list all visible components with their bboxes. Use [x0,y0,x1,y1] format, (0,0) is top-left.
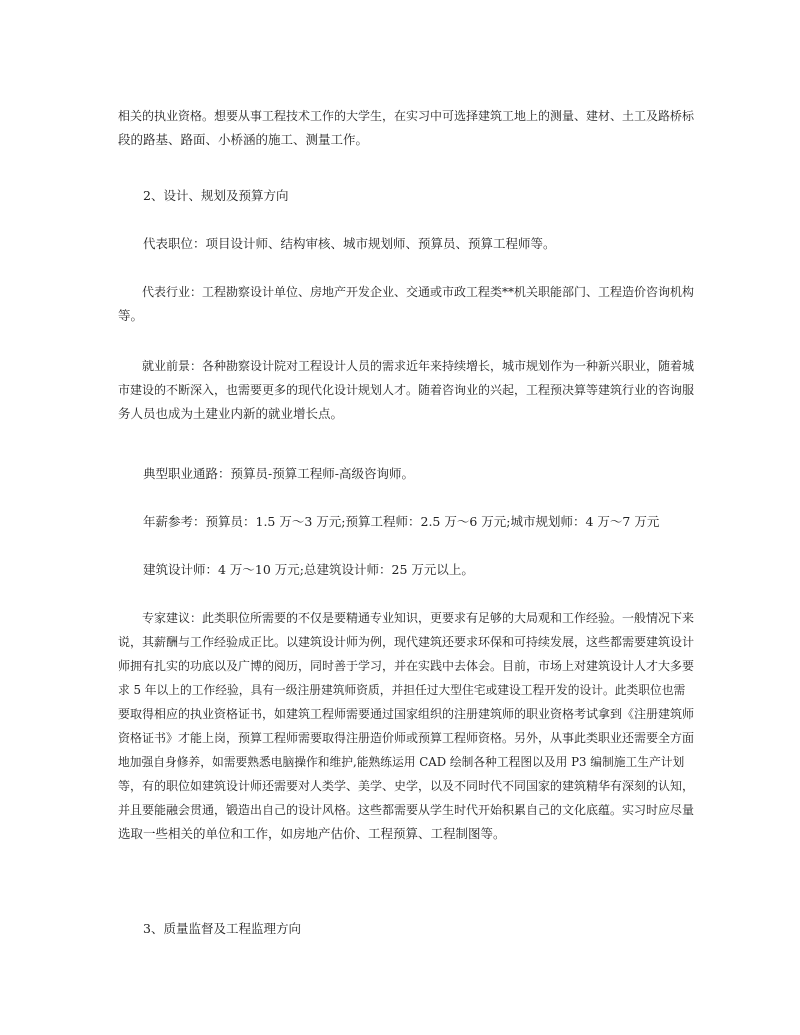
text-line: 求 5 年以上的工作经验，具有一级注册建筑师资质，并担任过大型住宅或建设工程开发的设计。此类职位也需 [118,683,686,697]
text-line: 务人员也成为土建业内新的就业增长点。 [118,406,344,421]
text-line: 专家建议：此类职位所需要的不仅是要精通专业知识，更要求有足够的大局观和工作经验。一般情况下来 [118,611,695,625]
text-line: 3、质量监督及工程监理方向 [118,921,301,936]
text-line: 市建设的不断深入，也需要更多的现代化设计规划人才。随着咨询业的兴起，工程预决算等建筑行业的咨询服 [118,383,695,397]
text-line: 选取一些相关的单位和工作，如房地产估价、工程预算、工程制图等。 [118,826,506,841]
text-line: 师拥有扎实的功底以及广博的阅历，同时善于学习，并在实践中去体会。目前，市场上对建筑设计人才大多要 [118,659,695,673]
paragraph-positions [118,232,694,256]
paragraph-industries [118,280,694,328]
text-line: 年薪参考：预算员：1.5 万～3 万元;预算工程师：2.5 万～6 万元;城市规划师：4 万～7 万元 [118,514,660,529]
paragraph-salary [118,510,694,534]
text-line: 典型职业通路：预算员-预算工程师-高级咨询师。 [118,466,414,481]
paragraph-salary-architect [118,558,694,582]
text-line: 代表职位：项目设计师、结构审核、城市规划师、预算员、预算工程师等。 [118,236,556,251]
text-line: 等，有的职位如建筑设计师还需要对人类学、美学、史学，以及不同时代不同国家的建筑精华有深刻的认知， [118,779,695,793]
section-heading-design [118,184,694,208]
paragraph-career-path [118,462,694,486]
text-line: 要取得相应的执业资格证书，如建筑工程师需要通过国家组织的注册建筑师的职业资格考试拿到《注册建筑师 [118,707,695,721]
text-line: 就业前景：各种勘察设计院对工程设计人员的需求近年来持续增长，城市规划作为一种新兴职业，随着城 [118,359,695,373]
text-line: 等。 [118,308,144,323]
paragraph-expert-advice [118,606,694,846]
paragraph-prospects [118,354,694,426]
text-line: 2、设计、规划及预算方向 [118,188,289,203]
section-heading-supervision [118,917,694,941]
text-line: 并且要能融会贯通，锻造出自己的设计风格。这些都需要从学生时代开始积累自己的文化底蕴。实习时应尽量 [118,803,695,817]
text-line: 说，其薪酬与工作经验成正比。以建筑设计师为例，现代建筑还要求环保和可持续发展，这些都需要建筑设计 [118,635,695,649]
text-line: 地加强自身修养，如需要熟悉电脑操作和维护,能熟练运用 CAD 绘制各种工程图以及用 P3 编制施工生产计划 [118,755,685,769]
text-line: 段的路基、路面、小桥涵的施工、测量工作。 [118,132,369,147]
text-line: 相关的执业资格。想要从事工程技术工作的大学生，在实习中可选择建筑工地上的测量、建材、土工及路桥标 [118,109,695,123]
text-line: 建筑设计师：4 万～10 万元;总建筑设计师：25 万元以上。 [118,562,474,577]
text-line: 资格证书》才能上岗，预算工程师需要取得注册造价师或预算工程师资格。另外，从事此类职业还需要全方面 [118,731,695,745]
text-line: 代表行业：工程勘察设计单位、房地产开发企业、交通或市政工程类**机关职能部门、工程造价咨询机构 [118,285,695,299]
paragraph-intro [118,104,694,152]
